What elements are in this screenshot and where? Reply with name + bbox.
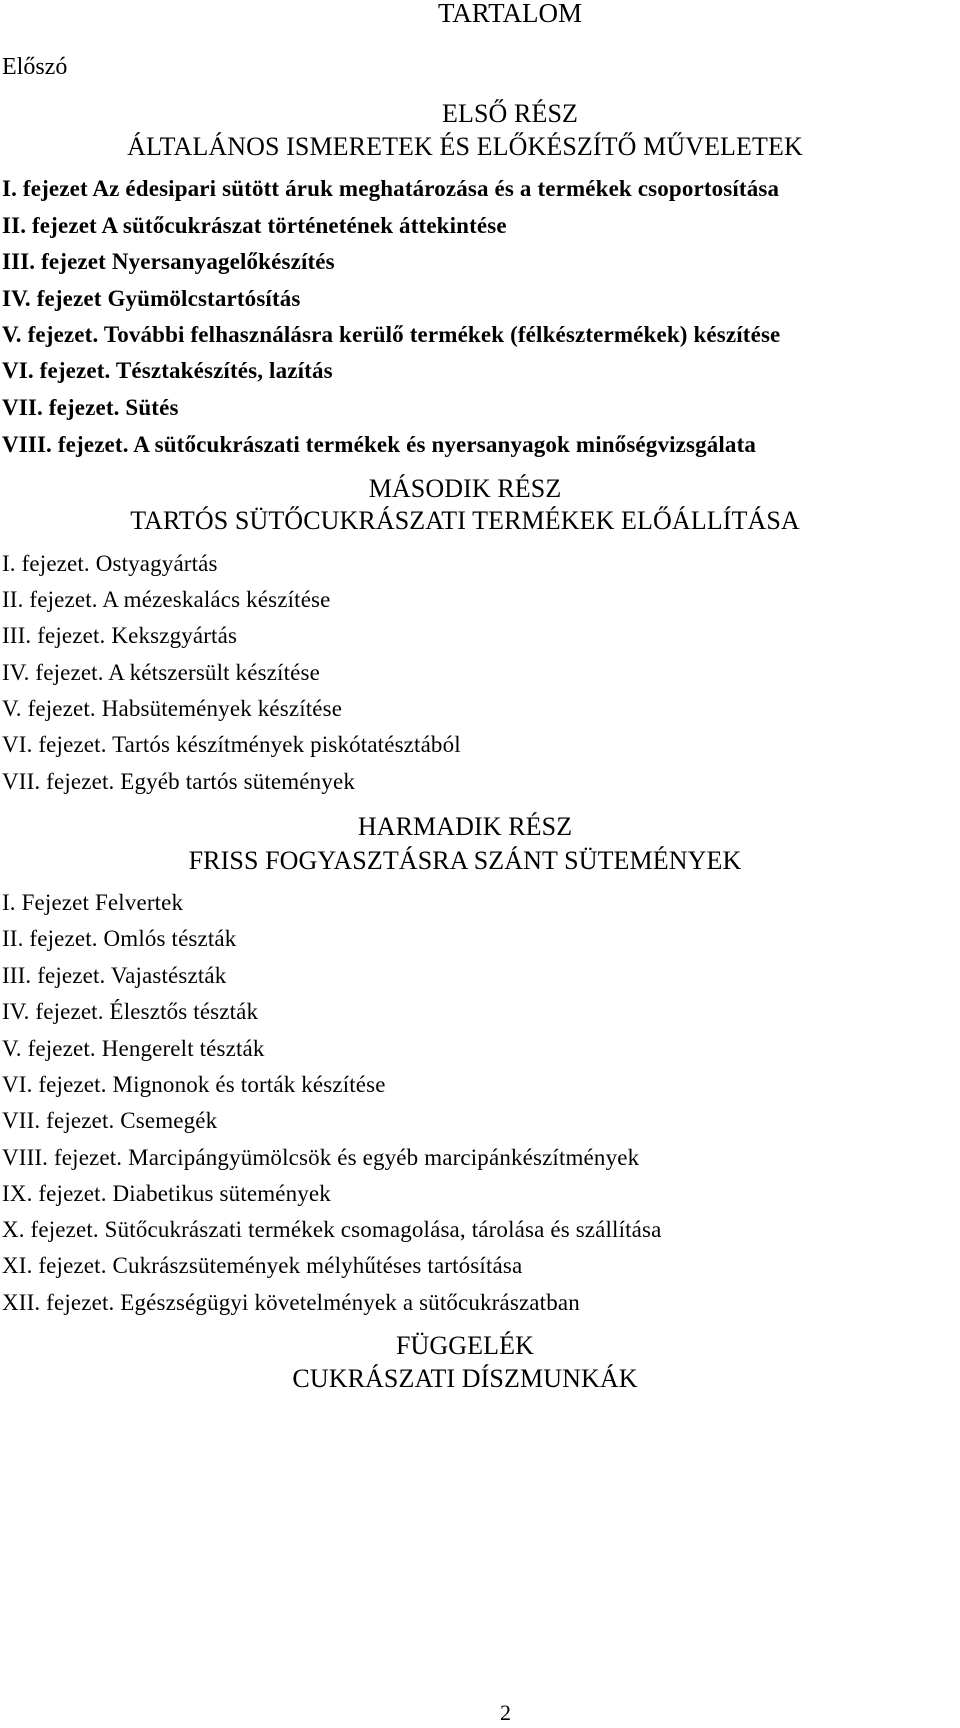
part-three-heading: HARMADIK RÉSZ [357,812,573,841]
appendix-subheading: CUKRÁSZATI DÍSZMUNKÁK [292,1364,638,1393]
toc-entry: X. fejezet. Sütőcukrászati termékek csomagolása, tárolása és szállítása [2,1217,662,1242]
page-number: 2 [500,1700,511,1725]
toc-entry: VII. fejezet. Sütés [2,395,179,420]
toc-entry: III. fejezet. Vajastészták [2,963,227,988]
toc-entry: VI. fejezet. Mignonok és torták készítése [2,1072,386,1097]
part-one-subheading: ÁLTALÁNOS ISMERETEK ÉS ELŐKÉSZÍTŐ MŰVELETEK [127,132,803,161]
part-one-heading: ELSŐ RÉSZ [442,99,578,128]
toc-entry: II. fejezet. Omlós tészták [2,926,237,951]
foreword-entry: Előszó [2,54,68,80]
part-two-heading: MÁSODIK RÉSZ [368,474,562,503]
toc-entry: I. Fejezet Felvertek [2,890,184,915]
toc-entry: XII. fejezet. Egészségügyi követelmények a sütőcukrászatban [2,1290,580,1315]
toc-entry: XI. fejezet. Cukrászsütemények mélyhűtéses tartósítása [2,1253,523,1278]
toc-entry: VIII. fejezet. Marcipángyümölcsök és egyéb marcipánkészítmények [2,1145,640,1170]
toc-entry: I. fejezet. Ostyagyártás [2,551,218,576]
toc-entry: IV. fejezet Gyümölcstartósítás [2,286,301,311]
toc-entry: III. fejezet. Kekszgyártás [2,623,238,648]
toc-entry: V. fejezet. További felhasználásra kerülő termékek (félkésztermékek) készítése [2,322,781,347]
toc-entry: II. fejezet. A mézeskalács készítése [2,587,331,612]
toc-entry: VI. fejezet. Tartós készítmények piskótatésztából [2,732,461,757]
toc-entry: VIII. fejezet. A sütőcukrászati termékek és nyersanyagok minőségvizsgálata [2,432,757,457]
toc-entry: IX. fejezet. Diabetikus sütemények [2,1181,331,1206]
toc-entry: II. fejezet A sütőcukrászat történetének áttekintése [2,213,507,238]
toc-entry: V. fejezet. Habsütemények készítése [2,696,343,721]
toc-entry: I. fejezet Az édesipari sütött áruk meghatározása és a termékek csoportosítása [2,176,780,201]
toc-entry: III. fejezet Nyersanyagelőkészítés [2,249,335,274]
toc-entry: V. fejezet. Hengerelt tészták [2,1036,265,1061]
toc-entry: VII. fejezet. Csemegék [2,1108,218,1133]
part-three-subheading: FRISS FOGYASZTÁSRA SZÁNT SÜTEMÉNYEK [188,846,742,875]
page-title: TARTALOM [437,0,583,28]
toc-entry: VII. fejezet. Egyéb tartós sütemények [2,769,355,794]
toc-entry: IV. fejezet. A kétszersült készítése [2,660,320,685]
appendix-heading: FÜGGELÉK [395,1331,534,1360]
part-two-subheading: TARTÓS SÜTŐCUKRÁSZATI TERMÉKEK ELŐÁLLÍTÁSA [130,506,800,535]
toc-entry: IV. fejezet. Élesztős tészták [2,999,259,1024]
toc-entry: VI. fejezet. Tésztakészítés, lazítás [2,358,333,383]
